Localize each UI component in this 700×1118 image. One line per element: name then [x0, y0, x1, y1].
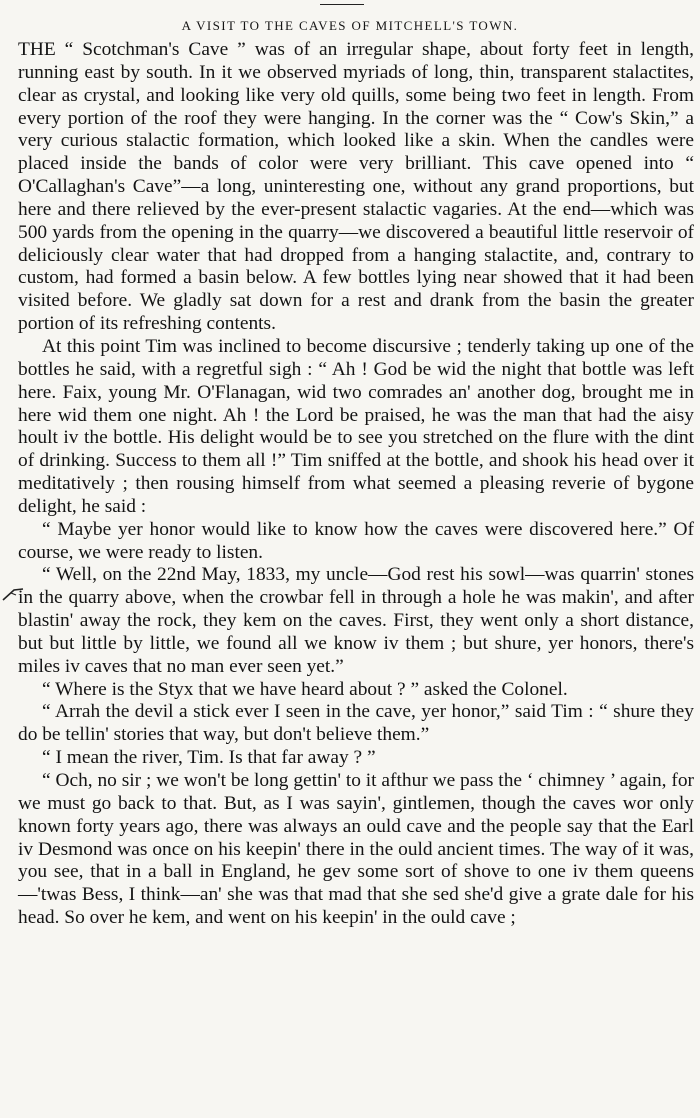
rule-line	[320, 4, 364, 5]
rule-ornament	[320, 0, 364, 8]
paragraph-7: “ I mean the river, Tim. Is that far away ? ”	[42, 747, 376, 769]
paragraph-4: “ Well, on the 22nd May, 1833, my uncle—God rest his sowl—was quarrin' stones in the quarry above, when the crowbar fell in through a hole he was makin', and after blastin' away the rock, they kem on the caves. First, they went only a short distance, but but little by little, we found all we know iv them ; but shure, yer honors, there's miles iv caves that no man ever seen yet.”	[18, 564, 694, 677]
article-title: A VISIT TO THE CAVES OF MITCHELL'S TOWN.	[181, 18, 519, 33]
paragraph-1: THE “ Scotchman's Cave ” was of an irregular shape, about forty feet in length, running east by south. In it we observed myriads of long, thin, transparent stalactites, clear as crystal, and looking like very old quills, some being two feet in length. From every portion of the roof they were hanging. In the corner was the “ Cow's Skin,” a very curious stalactic formation, which looked like a skin. When the candles were placed inside the bands of color were very brilliant. This cave opened into “ O'Callaghan's Cave”—a long, uninteresting one, without any grand proportions, but here and there relieved by the ever-present stalactic vagaries. At the end—which was 500 yards from the opening in the quarry—we discovered a beautiful little reservoir of deliciously clear water that had dropped from a hanging stalactite, and, contrary to custom, had formed a basin below. A few bottles lying near showed that it had been visited before. We gladly sat down for a rest and drank from the basin the greater portion of its refreshing contents.	[18, 39, 694, 335]
paragraph-8: “ Och, no sir ; we won't be long gettin' to it afthur we pass the ‘ chimney ’ again, for we must go back to that. But, as I was sayin', gintlemen, though the caves wor only known forty years ago, there was always an ould cave and the people say that the Earl iv Desmond was once on his keepin' there in the ould ancient times. The way of it was, you see, that in a ball in England, he gev some sort of shove to one iv them queens—'twas Bess, I think—an' she was that mad that she sed she'd give a grate dale for his head. So over he kem, and went on his keepin' in the ould cave ;	[18, 770, 694, 929]
paragraph-6: “ Arrah the devil a stick ever I seen in the cave, yer honor,” said Tim : “ shure they do be tellin' stories that way, but don't believe them.”	[18, 701, 694, 746]
paragraph-3: “ Maybe yer honor would like to know how the caves were discovered here.” Of course, we were ready to listen.	[18, 518, 694, 563]
paragraph-2: At this point Tim was inclined to become discursive ; tenderly taking up one of the bottles he said, with a regretful sigh : “ Ah ! God be wid the night that bottle was left here. Faix, young Mr. O'Flanagan, wid two comrades an' another dog, brought me in here wid them one night. Ah ! the Lord be praised, he was the man that had the aisy hoult iv the bottle. His delight would be to see you stretched on the flure with the dint of drinking. Success to them all !” Tim sniffed at the bottle, and shook his head over it meditatively ; then rousing himself from what seemed a pleasing reverie of bygone delight, he said :	[18, 335, 694, 517]
article-body	[18, 39, 694, 930]
paragraph-5: “ Where is the Styx that we have heard about ? ” asked the Colonel.	[42, 678, 568, 700]
